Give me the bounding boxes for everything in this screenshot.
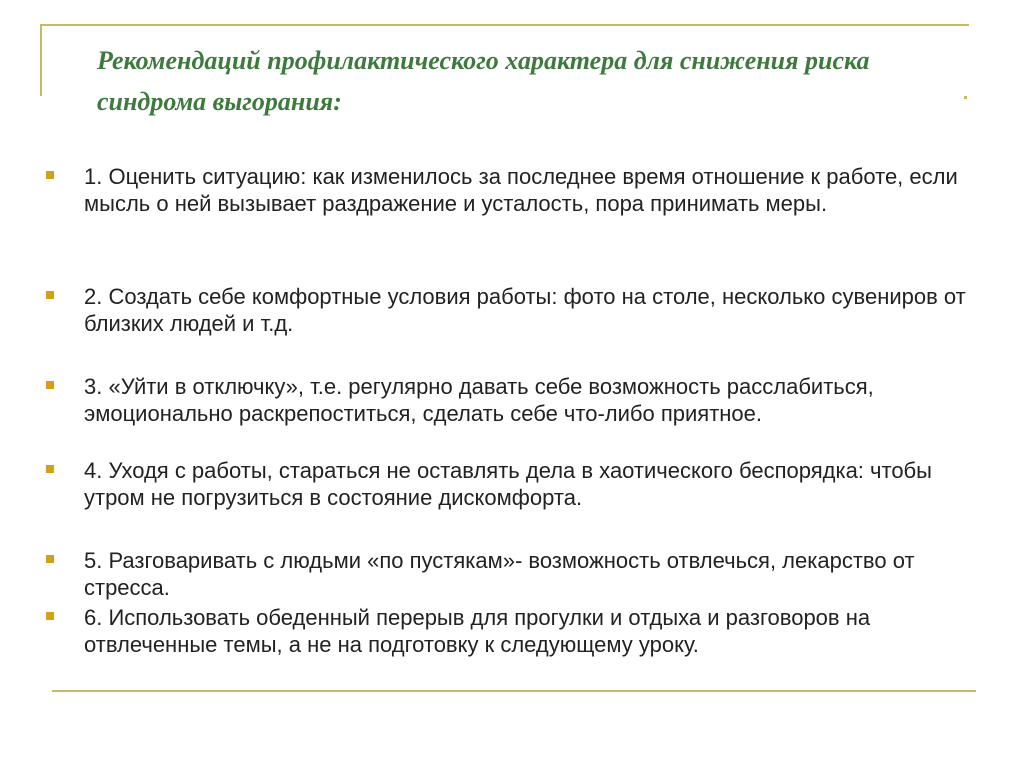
list-item-text: 5. Разговаривать с людьми «по пустякам»- возможность отвлечься, лекарство от стресса. xyxy=(84,548,915,600)
bullet-icon xyxy=(46,291,54,299)
list-item xyxy=(84,604,984,658)
list-item-text: 2. Создать себе комфортные условия работы: фото на столе, несколько сувениров от близких людей и т.д. xyxy=(84,284,966,336)
bottom-frame-line xyxy=(52,690,976,692)
bullet-icon xyxy=(46,555,54,563)
list-item xyxy=(84,457,984,511)
list-item xyxy=(84,283,984,337)
bullet-icon xyxy=(46,465,54,473)
list-item xyxy=(84,373,984,427)
list-item-text: 3. «Уйти в отключку», т.е. регулярно давать себе возможность расслабиться, эмоционально раскрепоститься, сделать себе что-либо приятное. xyxy=(84,374,874,426)
list-item-text: 4. Уходя с работы, стараться не оставлять дела в хаотического беспорядка: чтобы утром не погрузиться в состояние дискомфорта. xyxy=(84,458,932,510)
slide-title: Рекомендаций профилактического характера для снижения риска синдрома выгорания: xyxy=(97,46,870,116)
list-item-text: 1. Оценить ситуацию: как изменилось за последнее время отношение к работе, если мысль о ней вызывает раздражение и усталость, пора принимать меры. xyxy=(84,164,958,216)
bullet-icon xyxy=(46,612,54,620)
list-item xyxy=(84,163,984,217)
bullet-icon xyxy=(46,171,54,179)
bullet-icon xyxy=(46,381,54,389)
list-item-text: 6. Использовать обеденный перерыв для прогулки и отдыха и разговоров на отвлеченные темы, а не на подготовку к следующему уроку. xyxy=(84,605,871,657)
list-item xyxy=(84,547,984,601)
